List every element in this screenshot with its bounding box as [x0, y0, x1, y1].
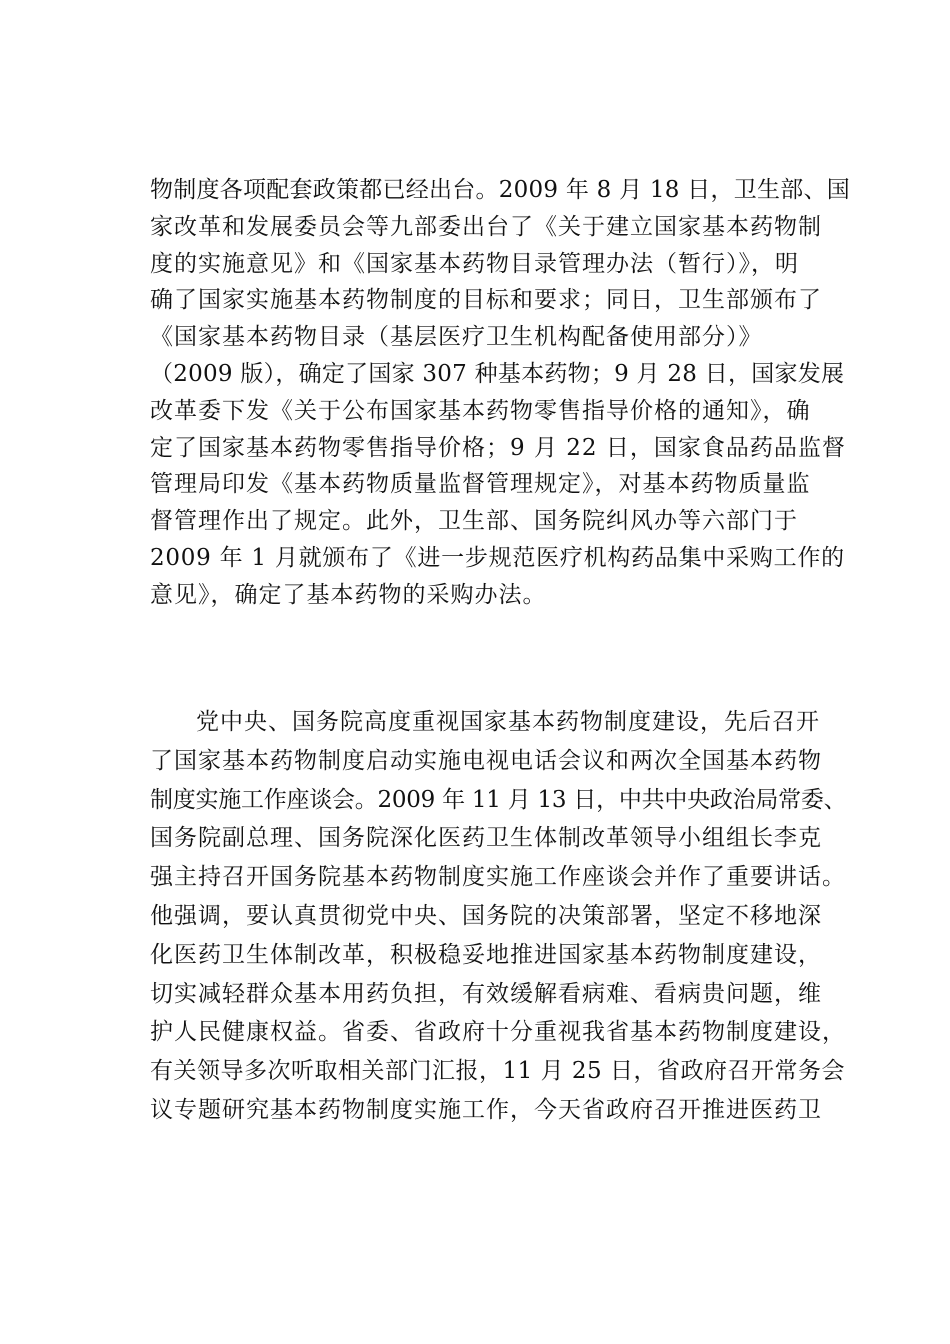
text-line: 管理局印发《基本药物质量监督管理规定》，对基本药物质量监: [150, 471, 811, 498]
text-line: 《国家基本药物目录（基层医疗卫生机构配备使用部分）》: [150, 324, 763, 351]
paragraph-1: [150, 172, 850, 614]
paragraph-2: [150, 703, 850, 1130]
text-line: 改革委下发《关于公布国家基本药物零售指导价格的通知》，确: [150, 397, 811, 424]
text-line: 切实减轻群众基本用药负担，有效缓解看病难、看病贵问题，维: [150, 980, 822, 1007]
text-line: 制度实施工作座谈会。2009 年 11 月 13 日，中共中央政治局常委、: [150, 786, 847, 813]
text-line: 定了国家基本药物零售指导价格；9 月 22 日，国家食品药品监督: [150, 434, 846, 461]
text-line: 化医药卫生体制改革，积极稳妥地推进国家基本药物制度建设，: [150, 941, 822, 968]
text-line: 度的实施意见》和《国家基本药物目录管理办法（暂行）》，明: [150, 250, 799, 277]
text-line: 有关领导多次听取相关部门汇报，11 月 25 日，省政府召开常务会: [150, 1058, 845, 1085]
text-line: 家改革和发展委员会等九部委出台了《关于建立国家基本药物制: [150, 213, 822, 240]
text-line: 他强调，要认真贯彻党中央、国务院的决策部署，坚定不移地深: [150, 902, 822, 929]
text-line: 2009 年 1 月就颁布了《进一步规范医疗机构药品集中采购工作的: [150, 544, 845, 571]
text-line: 护人民健康权益。省委、省政府十分重视我省基本药物制度建设，: [150, 1019, 846, 1046]
text-line: 国务院副总理、国务院深化医药卫生体制改革领导小组组长李克: [150, 825, 822, 852]
text-line: （2009 版），确定了国家 307 种基本药物；9 月 28 日，国家发展: [150, 360, 845, 387]
text-line: 议专题研究基本药物制度实施工作，今天省政府召开推进医药卫: [150, 1096, 822, 1123]
text-line: 确了国家实施基本药物制度的目标和要求；同日，卫生部颁布了: [150, 287, 822, 314]
text-line: 强主持召开国务院基本药物制度实施工作座谈会并作了重要讲话。: [150, 864, 846, 891]
text-line: 物制度各项配套政策都已经出台。2009 年 8 月 18 日，卫生部、国: [150, 177, 850, 203]
text-line: 了国家基本药物制度启动实施电视电话会议和两次全国基本药物: [150, 747, 822, 774]
text-line: 督管理作出了规定。此外，卫生部、国务院纠风办等六部门于: [150, 508, 798, 535]
text-line-first-indented: 党中央、国务院高度重视国家基本药物制度建设，先后召开: [196, 709, 820, 735]
text-line: 意见》，确定了基本药物的采购办法。: [150, 581, 547, 608]
